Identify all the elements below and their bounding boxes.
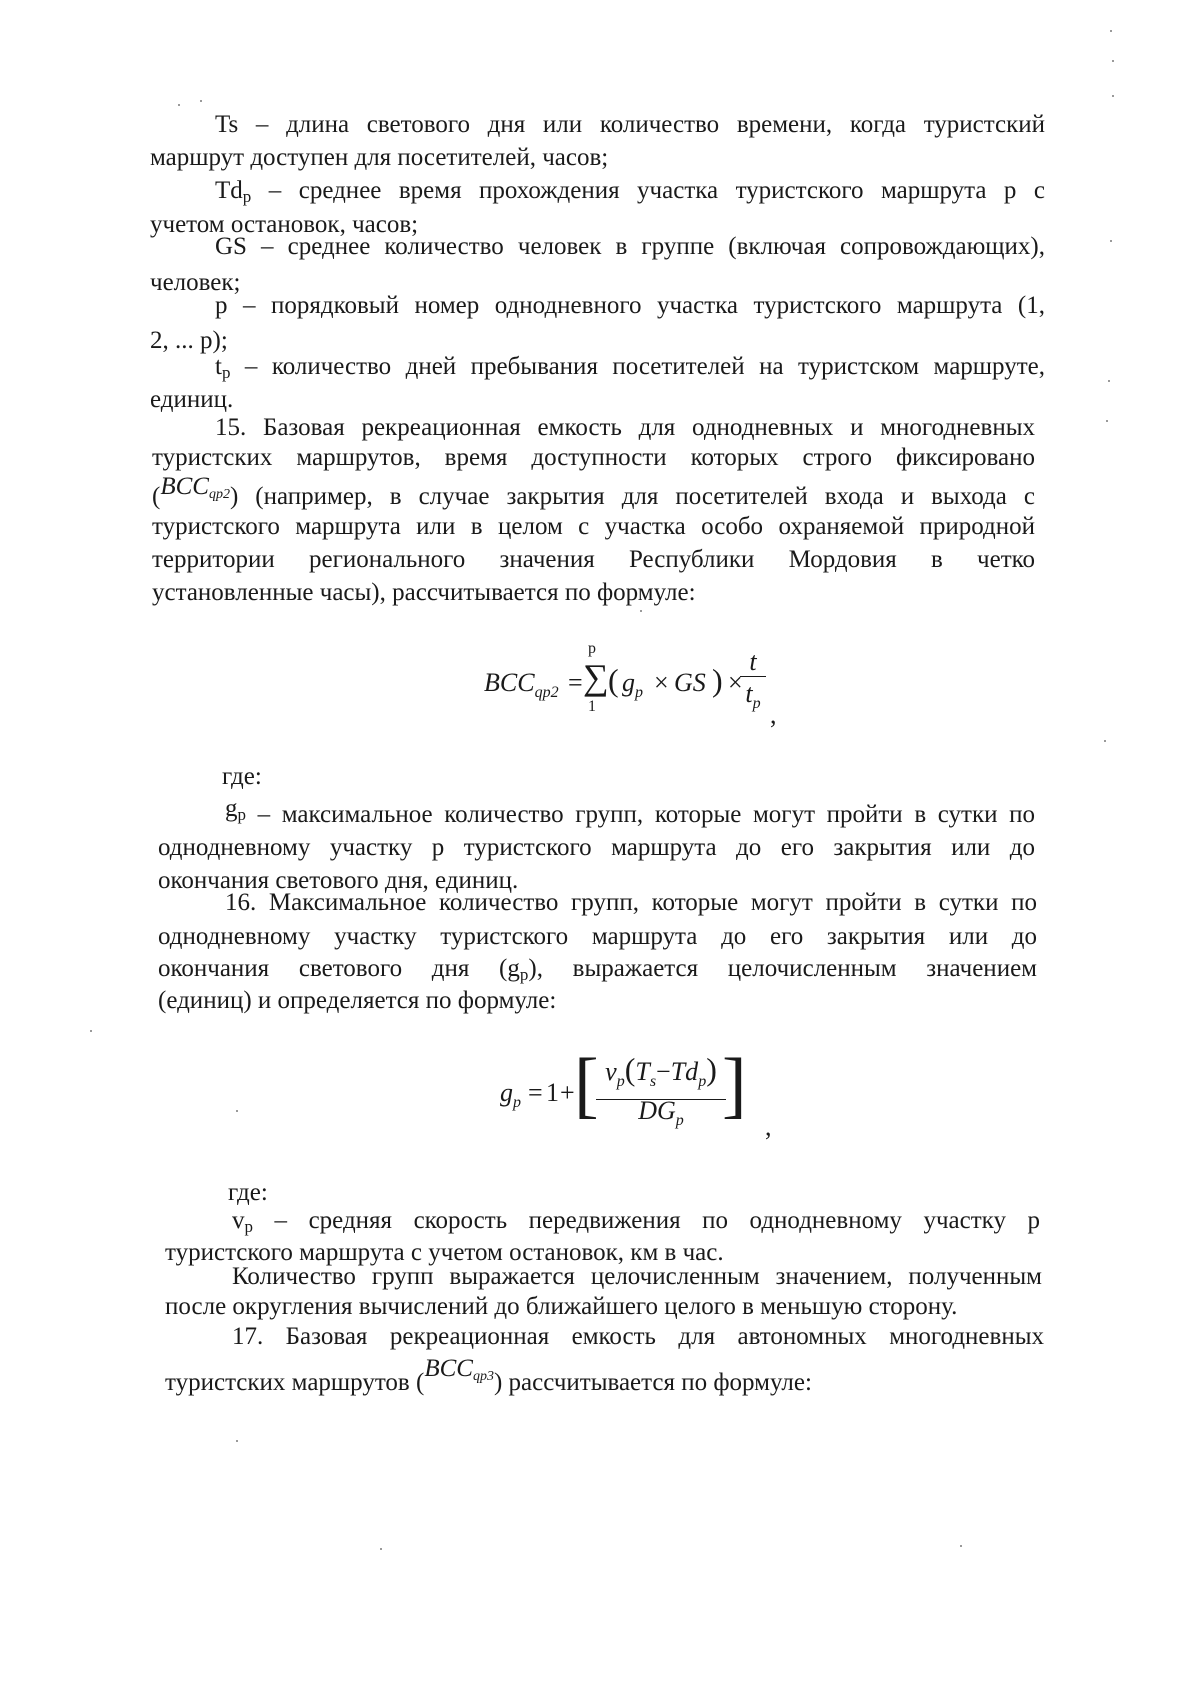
scan-speck (178, 104, 180, 106)
ts-definition-line1: Ts – длина светового дня или количество времени, когда туристский (215, 111, 1045, 138)
gs-definition-line1: GS – среднее количество человек в группе (включая сопровождающих), (215, 233, 1045, 260)
left-floor-bracket: [ (574, 1044, 599, 1126)
td-definition-line2: учетом остановок, часов; (150, 211, 419, 238)
right-floor-bracket: ] (722, 1044, 747, 1126)
scan-speck (90, 1030, 92, 1032)
scan-speck (1112, 95, 1114, 97)
scan-speck (640, 610, 642, 612)
scan-speck (1106, 420, 1108, 422)
scan-speck (960, 1545, 962, 1547)
gp-definition-line3: окончания светового дня, единиц. (158, 867, 519, 894)
ts-definition-line2: маршрут доступен для посетителей, часов; (150, 144, 609, 171)
scan-speck (236, 1110, 238, 1112)
scan-speck (1110, 240, 1112, 242)
where-label-2: где: (228, 1179, 268, 1206)
clause16-line2: однодневному участку туристского маршрута до его закрытия или до (158, 923, 1037, 950)
count-note-line1: Количество групп выражается целочисленным значением, полученным (232, 1263, 1042, 1290)
scan-speck (1104, 740, 1106, 742)
clause15-line3: $(BCC_{qp2})$ (например, в случае закрытия для посетителей входа и выхода с (152, 473, 1035, 510)
gs-definition-line2: человек; (150, 269, 241, 296)
clause17-line2: туристских маршрутов $(BCC_{qp3})$ рассчитывается по формуле: (165, 1355, 812, 1396)
clause16-line4: (единиц) и определяется по формуле: (158, 987, 557, 1014)
clause15-line1: 15. Базовая рекреационная емкость для однодневных и многодневных (215, 414, 1035, 441)
gp-definition-line2: однодневному участку p туристского маршрута до его закрытия или до (158, 834, 1035, 861)
count-note-line2: после округления вычислений до ближайшего целого в меньшую сторону. (165, 1293, 958, 1320)
tp-definition-line1: $t_p$ – количество дней пребывания посетителей на туристском маршруте, (215, 353, 1045, 382)
scan-speck (1110, 30, 1112, 32)
bcc-qp2-inline-symbol: $BCC_{qp2}$ (160, 473, 230, 502)
gp-definition-line1: $g_p$ – максимальное количество групп, которые могут пройти в сутки по (225, 795, 1035, 828)
vp-definition-line1: $v_p$ – средняя скорость передвижения по однодневному участку p (232, 1207, 1040, 1236)
td-definition-line1: $Td_p$ – среднее время прохождения участка туристского маршрута p с (215, 177, 1045, 206)
where-label-1: где: (222, 763, 262, 790)
scan-speck (380, 1548, 382, 1550)
formula2-comma: , (765, 1112, 772, 1141)
scan-speck (1108, 380, 1110, 382)
scan-speck (200, 100, 202, 102)
p-definition-line2: 2, ... p); (150, 327, 228, 354)
clause16-line1: 16. Максимальное количество групп, которые могут пройти в сутки по (225, 889, 1037, 916)
vp-definition-line2: туристского маршрута с учетом остановок, км в час. (165, 1239, 724, 1266)
clause16-line3: окончания светового дня $(g_p)$, выражается целочисленным значением (158, 955, 1037, 984)
p-definition-line1: p – порядковый номер однодневного участка туристского маршрута (1, (215, 292, 1045, 319)
clause15-line2: туристских маршрутов, время доступности которых строго фиксировано (152, 444, 1035, 471)
summation-sign: ∑ (583, 657, 609, 697)
scan-speck (1112, 60, 1114, 62)
clause15-line5: территории регионального значения Республики Мордовия в четко (152, 546, 1035, 573)
bcc-qp3-inline-symbol: $BCC_{qp3}$ (424, 1355, 494, 1384)
clause15-line4: туристского маршрута или в целом с участка особо охраняемой природной (152, 513, 1035, 540)
document-page: Ts – длина светового дня или количество времени, когда туристский маршрут доступен для посетителей, часов; $Td_p$ – среднее время прохождения участка туристского маршрута p с учетом остановок, часов; GS – среднее количество человек в группе (включая сопровождающих), человек; p – порядковый номер однодневного участка туристского маршрута (1, 2, ... p); $t_p$ – количество дней пребывания посетителей на туристском маршруте, единиц. 15. Базовая рекреационная емкость для однодневных и многодневных туристских маршрутов, время доступности которых строго фиксировано $(BCC_{qp2})$ (например, в случае закрытия для посетителей входа и выхода с туристского маршрута или в целом с участка особо охраняемой природной территории регионального значения Республики Мордовия в четко установленные часы), рассчитывается по формуле: $BCC_{qp2}$ = p ∑ 1 ( $g_p$ × GS ) × t $t_p$ , где: $g_p$ – максимальное количество групп, которые могут пройти в сутки по однодневному участку p туристского маршрута до его закрытия или до окончания светового дня, единиц. 16. Максимальное количество групп, которые могут пройти в сутки по однодневному участку туристского маршрута до его закрытия или до окончания светового дня $(g_p)$, выражается целочисленным значением (единиц) и определяется по формуле: $g_p$ = 1 + [ $v_p(T_s-Td_p)$ $DG_p$ ] , где: $v_p$ – средняя скорость передвижения по однодневному участку p туристского маршрута с учетом остановок, км в час. Количество групп выражается целочисленным значением, полученным после округления вычислений до ближайшего целого в меньшую сторону. 17. Базовая рекреационная емкость для автономных многодневных туристских маршрутов $(BCC_{qp3})$ рассчитывается по формуле: (0, 0, 1200, 1695)
tp-definition-line2: единиц. (150, 386, 234, 413)
formula1-comma: , (770, 700, 777, 729)
clause15-line6: установленные часы), рассчитывается по формуле: (152, 579, 696, 606)
scan-speck (236, 1440, 238, 1442)
clause17-line1: 17. Базовая рекреационная емкость для автономных многодневных (232, 1323, 1044, 1350)
